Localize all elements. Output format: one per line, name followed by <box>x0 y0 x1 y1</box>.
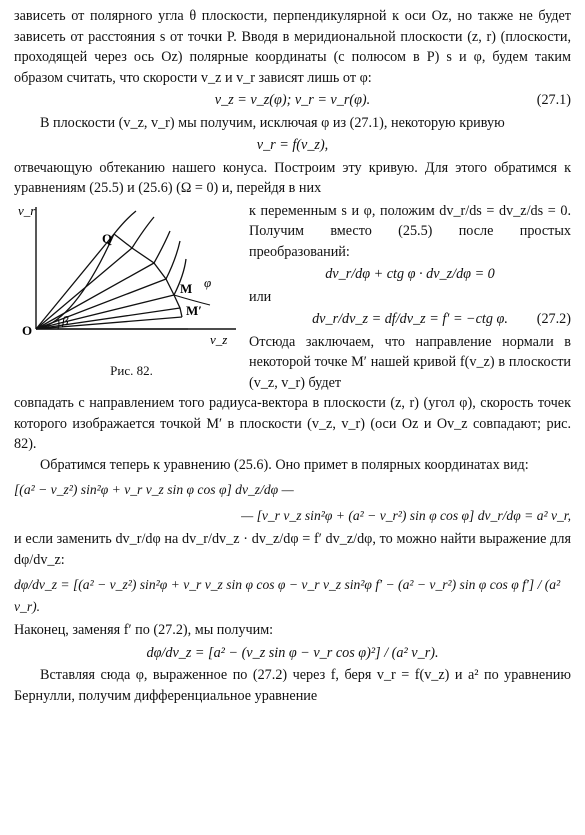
equation-27-2-body: dv_r/dv_z = df/dv_z = f′ = −ctg φ. <box>312 311 508 327</box>
equation-dphi-full <box>14 574 571 618</box>
streamlines <box>114 211 186 295</box>
figure-side-text <box>249 201 571 394</box>
vz-axis-label: v_z <box>210 331 228 347</box>
paragraph-7: Наконец, заменяя f′ по (27.2), мы получим: <box>14 622 274 638</box>
equation-polar-line-1 <box>14 479 571 501</box>
fig-side-paragraph-2: Отсюда заключаем, что направление нормали в некоторой точке M′ нашей кривой f(v_z) в плоскости (v_z, v_r) будет <box>249 333 571 391</box>
origin-label: O <box>22 322 33 338</box>
equation-transform <box>249 264 571 285</box>
figure-82 <box>14 201 249 394</box>
paragraph-8: Вставляя сюда φ, выраженное по (27.2) через f, беря v_r = f(v_z) и a² по уравнению Бернулли, получим дифференциальное уравнение <box>14 667 571 704</box>
equation-polar-line-2 <box>14 505 571 527</box>
paragraph-6: и если заменить dv_r/dφ на dv_r/dv_z · dv_z/dφ = f′ dv_z/dφ, то можно найти выражение для dφ/dv_z: <box>14 531 571 568</box>
beta-label: β <box>62 312 69 328</box>
vr-axis-label: v_r <box>18 202 36 218</box>
equation-curve-body: v_r = f(v_z), <box>256 137 329 153</box>
figure-block <box>14 201 571 394</box>
phi-label: φ <box>204 274 212 290</box>
equation-27-1-body: v_z = v_z(φ); v_r = v_r(φ). <box>214 92 371 108</box>
rays <box>36 234 188 329</box>
shock-curve <box>114 234 182 317</box>
paragraph-1: зависеть от полярного угла θ плоскости, перпендикулярной к оси Oz, но также не будет зависеть от расстояния s от точки P. Вводя в меридиональной плоскости (z, r) (плоскости, проходящей через ось Oz) полярные координаты (с полюсом в P) s и φ, будем таким образом считать, что скорости v_z и v_r зависят лишь от φ: <box>14 8 571 86</box>
hodograph-diagram <box>14 201 244 351</box>
paragraph-4: совпадать с направлением того радиуса-вектора в плоскости (z, r) (угол φ), скорость точек которого изображается точкой M′ в плоскости (v_z, v_r) (оси Oz и Ov_z совпадают; рис. 82). <box>14 395 571 452</box>
equation-27-1-number: (27.1) <box>536 92 571 108</box>
m-prime-label: M′ <box>186 302 202 318</box>
q-label: Q <box>102 230 113 246</box>
equation-27-2 <box>249 309 571 330</box>
fig-side-paragraph-1: к переменным s и φ, положим dv_r/ds = dv_z/ds = 0. Получим вместо (25.5) после простых преобразований: <box>249 202 571 260</box>
paragraph-5: Обратимся теперь к уравнению (25.6). Оно примет в полярных координатах вид: <box>40 456 529 473</box>
equation-27-2-number: (27.2) <box>536 311 571 327</box>
equation-polar-line-1-body: [(a² − v_z²) sin²φ + v_r v_z sin φ cos φ] dv_z/dφ — <box>14 482 294 497</box>
figure-caption: Рис. 82. <box>110 363 153 378</box>
equation-polar-line-2-body: — [v_r v_z sin²φ + (a² − v_r²) sin φ cos φ] dv_r/dφ = a² v_r, <box>241 508 571 523</box>
paragraph-3: отвечающую обтеканию нашего конуса. Построим эту кривую. Для этого обратимся к уравнениям (25.5) и (25.6) (Ω = 0) и, перейдя в них <box>14 159 571 196</box>
paragraph-2: В плоскости (v_z, v_r) мы получим, исключая φ из (27.1), некоторую кривую <box>40 114 505 131</box>
equation-27-1 <box>14 90 571 111</box>
equation-dphi-full-body: dφ/dv_z = [(a² − v_z²) sin²φ + v_r v_z sin φ cos φ − v_r v_z sin²φ f′ − (a² − v_r²) sin φ cos φ f′] / (a² v_r). <box>14 577 561 614</box>
or-word: или <box>249 288 272 305</box>
equation-dphi-final <box>14 643 571 664</box>
equation-curve <box>14 135 571 156</box>
equation-dphi-final-body: dφ/dv_z = [a² − (v_z sin φ − v_r cos φ)²] / (a² v_r). <box>146 644 439 661</box>
equation-transform-body: dv_r/dφ + ctg φ · dv_z/dφ = 0 <box>325 266 495 282</box>
m-label: M <box>180 280 193 296</box>
